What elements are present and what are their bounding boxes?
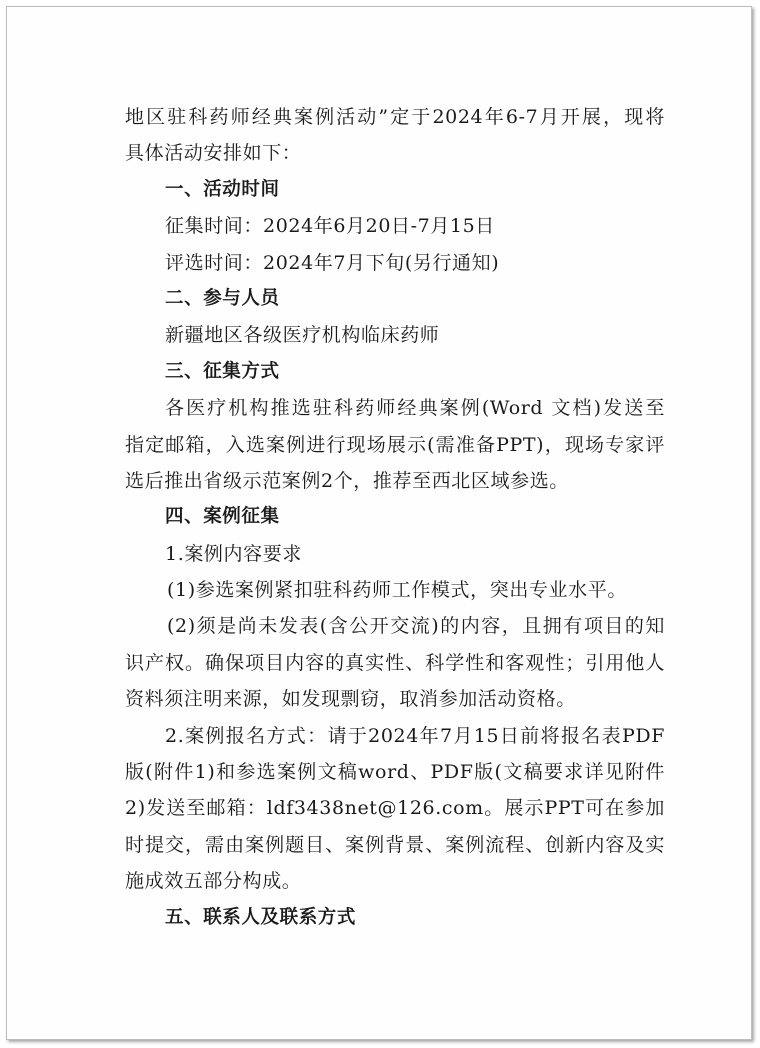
- paragraph-line: 评选时间：2024年7月下旬(另行通知): [165, 251, 500, 274]
- paragraph-line: 版(附件1)和参选案例文稿word、PDF版(文稿要求详见附件: [125, 761, 665, 784]
- section-heading-5: 五、联系人及联系方式: [165, 906, 357, 928]
- paragraph-line: 时提交，需由案例题目、案例背景、案例流程、创新内容及实: [125, 833, 665, 856]
- subsection-heading: 2.案例报名方式：请于2024年7月15日前将报名表PDF: [165, 724, 665, 747]
- paragraph-line: 2)发送至邮箱：ldf3438net@126.com。展示PPT可在参加: [125, 797, 665, 820]
- paragraph-line: 地区驻科药师经典案例活动”定于2024年6-7月开展，现将: [125, 106, 665, 128]
- section-heading-4: 四、案例征集: [165, 506, 280, 528]
- paragraph-line: 各医疗机构推选驻科药师经典案例(Word 文档)发送至: [165, 397, 665, 420]
- document-body: [125, 99, 665, 936]
- scanned-document-page: [6, 6, 752, 1040]
- paragraph-line: (2)须是尚未发表(含公开交流)的内容，且拥有项目的知: [167, 615, 665, 638]
- subsection-heading: 1.案例内容要求: [165, 542, 302, 565]
- paragraph-line: 新疆地区各级医疗机构临床药师: [165, 324, 440, 347]
- section-heading-1: 一、活动时间: [165, 178, 280, 200]
- paragraph-line: (1)参选案例紧扣驻科药师工作模式，突出专业水平。: [167, 579, 627, 602]
- section-heading-2: 二、参与人员: [165, 287, 280, 309]
- paragraph-line: 施成效五部分构成。: [125, 870, 302, 893]
- paragraph-line: 具体活动安排如下：: [125, 142, 302, 165]
- paragraph-line: 识产权。确保项目内容的真实性、科学性和客观性；引用他人: [125, 651, 665, 674]
- paragraph-line: 征集时间：2024年6月20日-7月15日: [165, 215, 495, 238]
- paragraph-line: 资料须注明来源，如发现剽窃，取消参加活动资格。: [125, 688, 576, 711]
- paragraph-line: 指定邮箱，入选案例进行现场展示(需准备PPT)，现场专家评: [125, 433, 665, 456]
- section-heading-3: 三、征集方式: [165, 360, 280, 382]
- paragraph-line: 选后推出省级示范案例2个，推荐至西北区域参选。: [125, 469, 569, 492]
